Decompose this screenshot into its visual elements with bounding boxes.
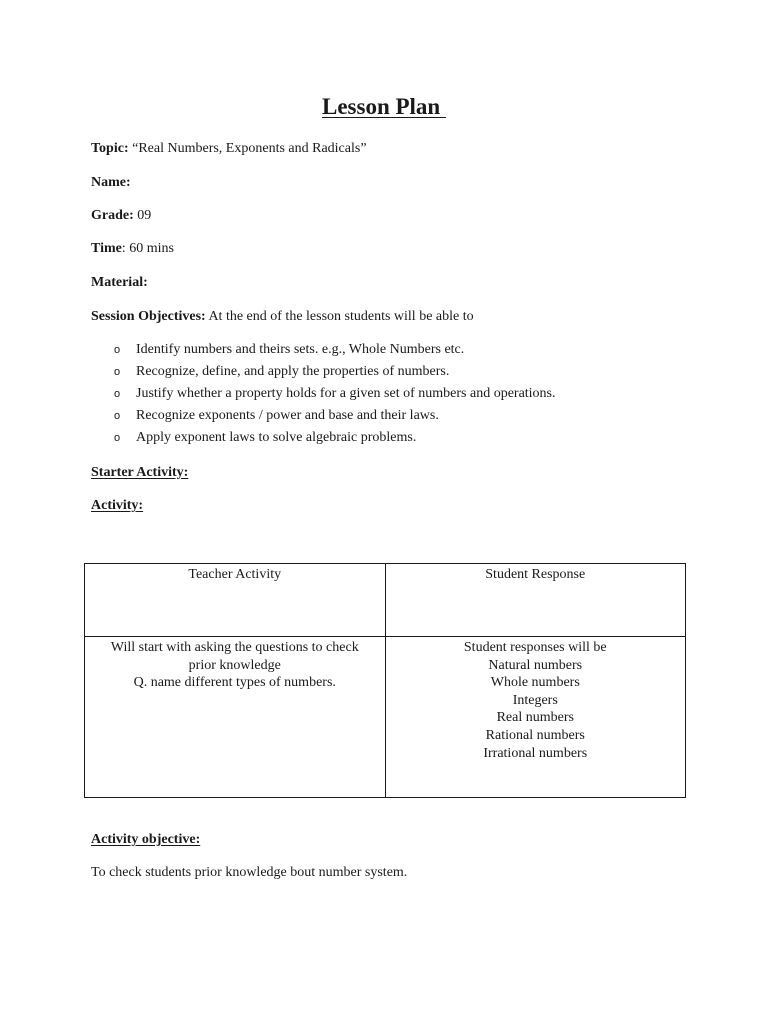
objective-item bbox=[110, 384, 556, 406]
activity-objective-heading: Activity objective: bbox=[91, 832, 201, 847]
bullet-icon: o bbox=[114, 388, 121, 400]
teacher-line: Will start with asking the questions to check bbox=[110, 640, 359, 655]
session-objectives-label: Session Objectives: bbox=[91, 309, 206, 324]
objective-text: Recognize, define, and apply the properties of numbers. bbox=[136, 364, 450, 379]
page-title: Lesson Plan bbox=[322, 94, 446, 119]
teacher-activity-cell bbox=[85, 637, 386, 798]
activity-table bbox=[84, 563, 686, 798]
objective-item bbox=[110, 428, 556, 450]
activity-heading: Activity: bbox=[91, 498, 144, 513]
teacher-line: Q. name different types of numbers. bbox=[133, 675, 336, 691]
objective-text: Apply exponent laws to solve algebraic problems. bbox=[136, 430, 417, 445]
time-value: : 60 mins bbox=[121, 241, 174, 256]
session-objectives-field bbox=[91, 308, 474, 326]
topic-field bbox=[91, 140, 367, 158]
starter-activity-heading: Starter Activity: bbox=[91, 465, 189, 480]
grade-field bbox=[91, 207, 151, 225]
name-label: Name: bbox=[91, 175, 131, 190]
material-label: Material: bbox=[91, 275, 148, 290]
activity-objective-text: To check students prior knowledge bout number system. bbox=[91, 865, 408, 880]
grade-label: Grade: bbox=[91, 208, 134, 223]
student-line: Whole numbers bbox=[490, 675, 580, 691]
table-row bbox=[85, 637, 686, 798]
objective-text: Recognize exponents / power and base and their laws. bbox=[136, 408, 439, 423]
bullet-icon: o bbox=[114, 344, 121, 356]
grade-value: 09 bbox=[133, 208, 152, 223]
bullet-icon: o bbox=[114, 410, 121, 422]
student-line: Integers bbox=[512, 692, 558, 708]
material-field bbox=[91, 274, 148, 292]
bullet-icon: o bbox=[114, 366, 121, 378]
topic-value: “Real Numbers, Exponents and Radicals” bbox=[128, 141, 367, 156]
time-label: Time bbox=[91, 241, 122, 256]
objective-item bbox=[110, 362, 556, 384]
topic-label: Topic: bbox=[91, 141, 129, 156]
teacher-line: prior knowledge bbox=[188, 657, 281, 673]
student-response-header: Student Response bbox=[385, 564, 686, 637]
session-objectives-intro: At the end of the lesson students will be able to bbox=[205, 309, 474, 324]
student-line: Student responses will be bbox=[463, 640, 607, 655]
objective-item bbox=[110, 340, 556, 362]
bullet-icon: o bbox=[114, 432, 121, 444]
objective-text: Justify whether a property holds for a given set of numbers and operations. bbox=[136, 386, 556, 401]
name-field bbox=[91, 174, 131, 192]
objective-text: Identify numbers and theirs sets. e.g., Whole Numbers etc. bbox=[136, 342, 465, 357]
student-line: Real numbers bbox=[496, 710, 574, 726]
student-line: Irrational numbers bbox=[483, 745, 588, 761]
student-line: Natural numbers bbox=[488, 657, 583, 673]
objectives-list bbox=[110, 340, 556, 450]
teacher-activity-header: Teacher Activity bbox=[85, 564, 386, 637]
student-response-cell bbox=[385, 637, 686, 798]
objective-item bbox=[110, 406, 556, 428]
time-field bbox=[91, 240, 174, 258]
student-line: Rational numbers bbox=[485, 727, 585, 743]
table-header-row bbox=[85, 564, 686, 637]
